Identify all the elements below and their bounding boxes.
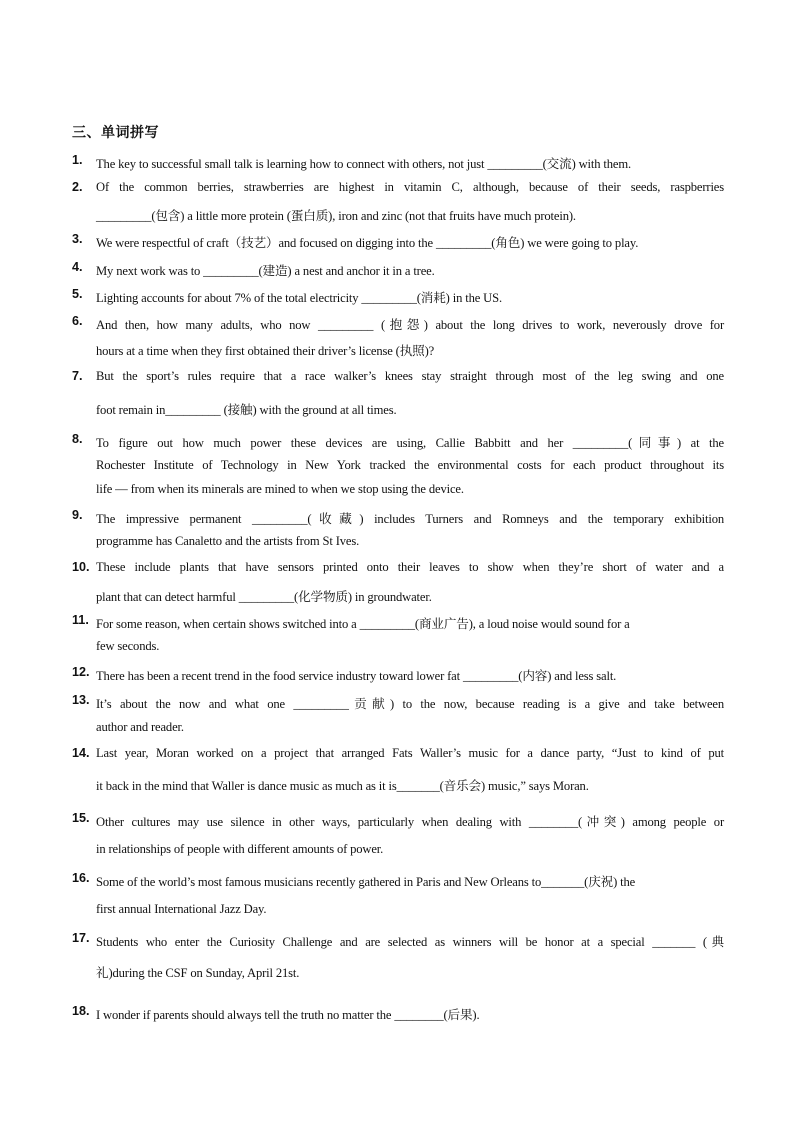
question-text: And then, how many adults, who now _________ (抱怨) about the long drives to work, neverously drove for bbox=[96, 318, 724, 332]
question-number: 17. bbox=[72, 931, 90, 945]
question-text: first annual International Jazz Day. bbox=[96, 902, 267, 916]
question-number: 9. bbox=[72, 508, 83, 522]
question-text: For some reason, when certain shows switched into a _________(商业广告), a loud noise would sound for a bbox=[96, 617, 630, 631]
question-number: 18. bbox=[72, 1004, 90, 1018]
question-text: Some of the world’s most famous musicians recently gathered in Paris and New Orleans to_______(庆祝) the bbox=[96, 875, 636, 889]
question-text: There has been a recent trend in the food service industry toward lower fat _________(内容) and less salt. bbox=[96, 669, 617, 683]
question-number: 4. bbox=[72, 260, 83, 274]
question-text: in relationships of people with different amounts of power. bbox=[96, 842, 384, 856]
question-text: Last year, Moran worked on a project that arranged Fats Waller’s music for a dance party, “Just to kind of put bbox=[96, 746, 724, 760]
question-text: _________(包含) a little more protein (蛋白质), iron and zinc (not that fruits have much protein). bbox=[96, 209, 576, 223]
question-number: 13. bbox=[72, 693, 90, 707]
question-number: 10. bbox=[72, 560, 90, 574]
question-text: To figure out how much power these devices are using, Callie Babbitt and her _________(同事) at the bbox=[96, 436, 724, 450]
question-number: 12. bbox=[72, 665, 90, 679]
question-number: 11. bbox=[72, 613, 89, 627]
section-title: 三、单词拼写 bbox=[72, 125, 159, 141]
question-number: 15. bbox=[72, 811, 90, 825]
question-text: Lighting accounts for about 7% of the total electricity _________(消耗) in the US. bbox=[96, 291, 502, 305]
question-number: 8. bbox=[72, 432, 83, 446]
question-text: Rochester Institute of Technology in New York tracked the environmental costs for each product throughout its bbox=[96, 458, 724, 472]
question-text: The key to successful small talk is learning how to connect with others, not just _________(交流) with them. bbox=[96, 157, 631, 171]
question-text: 礼)during the CSF on Sunday, April 21st. bbox=[96, 966, 300, 980]
question-text: foot remain in_________ (接触) with the ground at all times. bbox=[96, 403, 397, 417]
question-number: 2. bbox=[72, 180, 83, 194]
question-text: programme has Canaletto and the artists from St Ives. bbox=[96, 534, 360, 548]
question-number: 16. bbox=[72, 871, 90, 885]
question-text: it back in the mind that Waller is dance music as much as it is_______(音乐会) music,” says Moran. bbox=[96, 779, 589, 793]
question-text: My next work was to _________(建造) a nest and anchor it in a tree. bbox=[96, 264, 435, 278]
question-text: few seconds. bbox=[96, 639, 160, 653]
question-text: These include plants that have sensors printed onto their leaves to show when they’re short of water and a bbox=[96, 560, 724, 574]
question-text: Students who enter the Curiosity Challenge and are selected as winners will be honor at a special _______ (典 bbox=[96, 935, 724, 949]
question-number: 1. bbox=[72, 153, 83, 167]
question-text: life — from when its minerals are mined to when we stop using the device. bbox=[96, 482, 464, 496]
question-text: hours at a time when they first obtained their driver’s license (执照)? bbox=[96, 344, 435, 358]
question-number: 7. bbox=[72, 369, 83, 383]
question-text: author and reader. bbox=[96, 720, 184, 734]
question-number: 6. bbox=[72, 314, 83, 328]
question-number: 3. bbox=[72, 232, 83, 246]
question-text: Other cultures may use silence in other ways, particularly when dealing with ________(冲突) among people or bbox=[96, 815, 724, 829]
question-text: It’s about the now and what one _________贡献) to the now, because reading is a give and take between bbox=[96, 697, 724, 711]
question-text: I wonder if parents should always tell the truth no matter the ________(后果). bbox=[96, 1008, 480, 1022]
question-text: But the sport’s rules require that a race walker’s knees stay straight through most of the leg swing and one bbox=[96, 369, 724, 383]
question-text: We were respectful of craft（技艺）and focused on digging into the _________(角色) we were going to play. bbox=[96, 236, 639, 250]
question-text: Of the common berries, strawberries are highest in vitamin C, although, because of their seeds, raspberries bbox=[96, 180, 724, 194]
question-number: 5. bbox=[72, 287, 83, 301]
question-number: 14. bbox=[72, 746, 90, 760]
question-text: plant that can detect harmful _________(化学物质) in groundwater. bbox=[96, 590, 432, 604]
question-text: The impressive permanent _________(收藏) includes Turners and Romneys and the temporary exhibition bbox=[96, 512, 724, 526]
